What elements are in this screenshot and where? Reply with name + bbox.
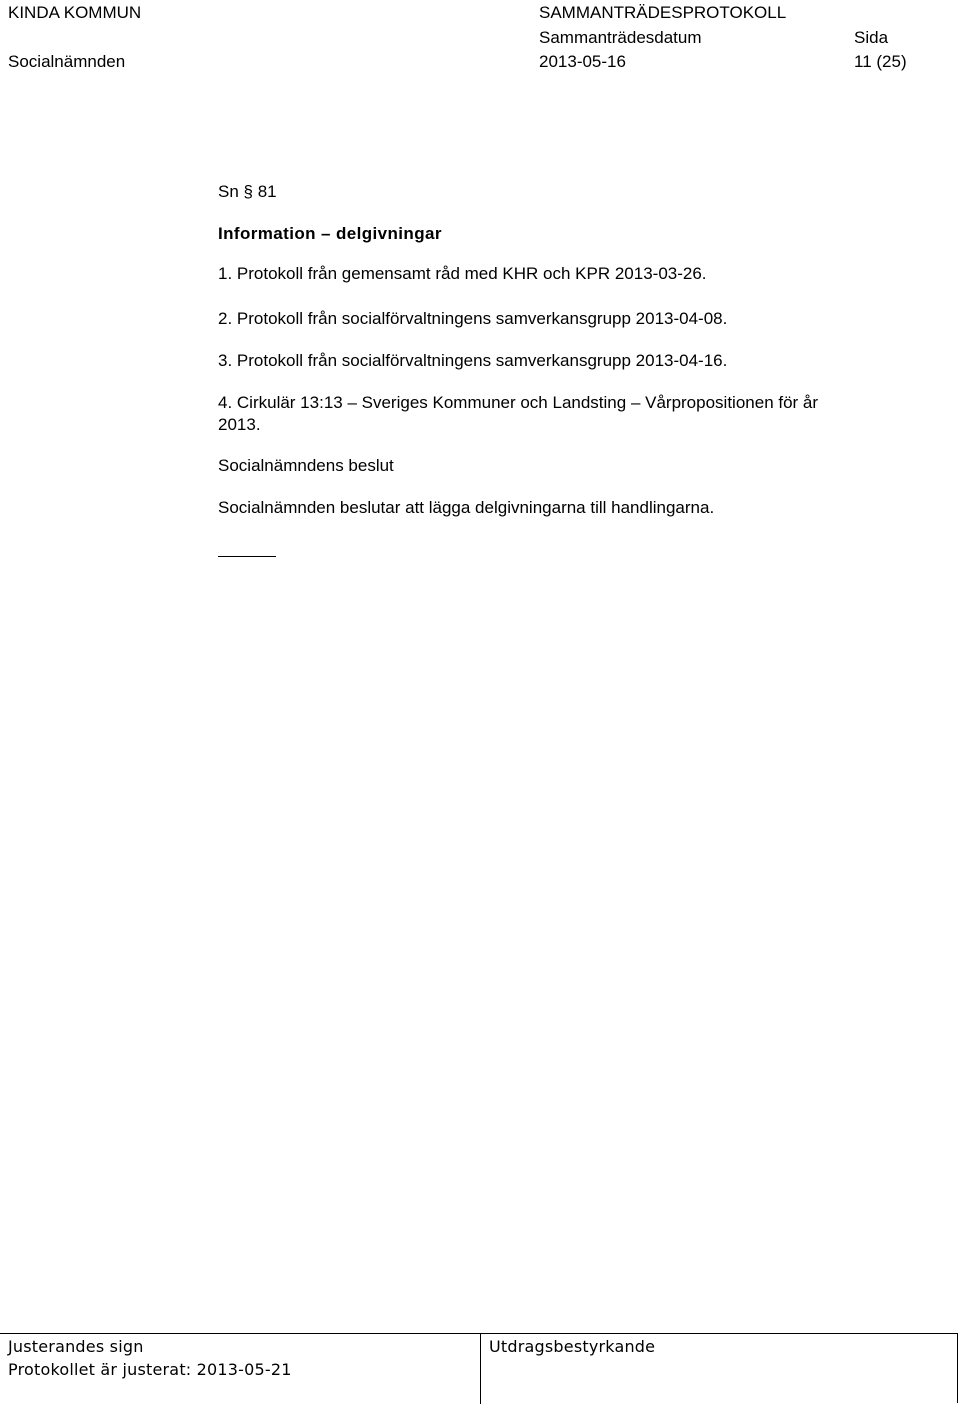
organization-name: KINDA KOMMUN xyxy=(8,3,142,22)
section-heading: Information – delgivningar xyxy=(218,224,442,243)
section-number: Sn § 81 xyxy=(218,182,277,201)
department-name: Socialnämnden xyxy=(8,52,126,71)
footer-divider xyxy=(480,1333,481,1404)
decision-text: Socialnämnden beslutar att lägga delgivningarna till handlingarna. xyxy=(218,498,715,517)
list-item: 3. Protokoll från socialförvaltningens samverkansgrupp 2013-04-16. xyxy=(218,351,728,370)
extract-certification-label: Utdragsbestyrkande xyxy=(489,1337,656,1356)
page-number: 11 (25) xyxy=(854,52,907,71)
list-item: 2. Protokoll från socialförvaltningens samverkansgrupp 2013-04-08. xyxy=(218,309,728,328)
list-item: 4. Cirkulär 13:13 – Sveriges Kommuner och Landsting – Vårpropositionen för år 2013. xyxy=(218,393,819,434)
adjuster-sign-label: Justerandes sign xyxy=(8,1337,144,1356)
separator-line xyxy=(218,556,276,557)
meeting-date-value: 2013-05-16 xyxy=(539,52,626,71)
document-title: SAMMANTRÄDESPROTOKOLL xyxy=(539,3,787,22)
meeting-date-label: Sammanträdesdatum xyxy=(539,28,702,47)
page-label: Sida xyxy=(854,28,889,47)
list-item: 1. Protokoll från gemensamt råd med KHR och KPR 2013-03-26. xyxy=(218,264,707,283)
protocol-justified-text: Protokollet är justerat: 2013-05-21 xyxy=(8,1360,292,1379)
decision-heading: Socialnämndens beslut xyxy=(218,456,394,475)
